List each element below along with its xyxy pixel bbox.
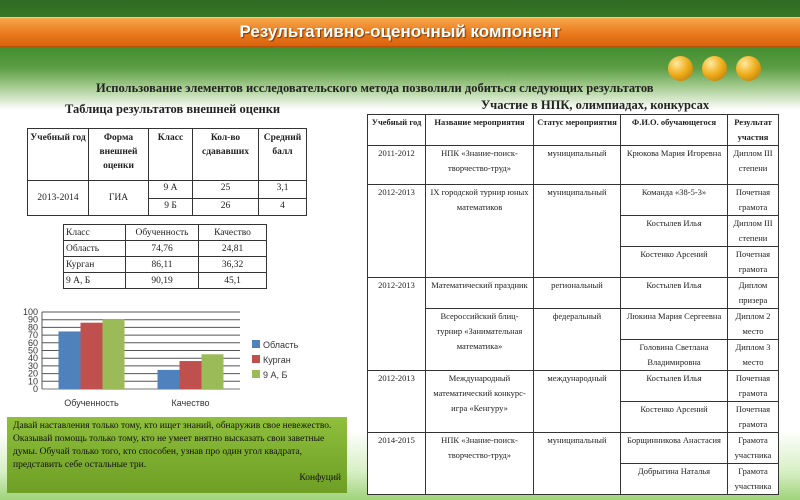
table-row	[368, 371, 779, 402]
title-bar	[0, 17, 800, 47]
competitions-table	[367, 114, 779, 495]
avg-cell: 4	[259, 199, 307, 216]
x-tick-label: Обученность	[64, 398, 119, 408]
table-row	[64, 257, 267, 273]
student-cell: Костылев Илья	[621, 216, 728, 247]
y-tick-label: 20	[27, 368, 38, 379]
header-cell: Обученность	[126, 225, 199, 241]
y-tick-label: 30	[27, 360, 38, 371]
y-tick-label: 70	[27, 330, 38, 341]
table-row	[28, 181, 307, 199]
quote-author: Конфуций	[299, 473, 341, 483]
event-cell: НПК «Знание-поиск-творчество-труд»	[426, 433, 534, 495]
y-tick-label: 50	[27, 345, 38, 356]
left-heading: Таблица результатов внешней оценки	[65, 102, 281, 116]
header-cell: Форма внешней оценки	[89, 129, 149, 181]
result-cell: Диплом призера	[728, 278, 779, 309]
right-heading: Участие в НПК, олимпиадах, конкурсах	[481, 98, 710, 112]
header-cell: Средний балл	[259, 129, 307, 181]
count-cell: 26	[193, 199, 259, 216]
result-cell: Почетная грамота	[728, 247, 779, 278]
year-cell: 2012-2013	[368, 185, 426, 278]
result-cell: Диплом 2 место	[728, 309, 779, 340]
status-cell: международный	[534, 371, 621, 433]
y-tick-label: 10	[27, 376, 38, 387]
table-row	[64, 273, 267, 289]
header-cell: Ф.И.О. обучающегося	[621, 115, 728, 146]
decor-ball-icon	[702, 56, 727, 81]
status-cell: муниципальный	[534, 146, 621, 185]
header-cell: Класс	[149, 129, 193, 181]
result-cell: Диплом 3 место	[728, 340, 779, 371]
header-cell: Учебный год	[368, 115, 426, 146]
bar-1-2	[202, 354, 224, 389]
header-cell: Класс	[64, 225, 126, 241]
event-cell: Математический праздник	[426, 278, 534, 309]
result-cell: Грамота участника	[728, 433, 779, 464]
header-cell: Качество	[199, 225, 267, 241]
y-tick-label: 60	[27, 337, 38, 348]
external-assessment-table	[27, 128, 307, 216]
slide-title: Результативно-оценочный компонент	[239, 22, 561, 41]
header-cell: Кол-во сдававших	[193, 129, 259, 181]
legend-label: Курган	[263, 355, 291, 365]
student-cell: Команда «38-5-3»	[621, 185, 728, 216]
bar-1-1	[180, 361, 202, 389]
table-row	[368, 433, 779, 464]
legend-swatch	[252, 355, 260, 363]
comparison-table	[63, 224, 267, 289]
legend-swatch	[252, 370, 260, 378]
student-cell: Костенко Арсений	[621, 247, 728, 278]
y-tick-label: 100	[22, 307, 38, 317]
cell: Курган	[64, 257, 126, 273]
student-cell: Костенко Арсений	[621, 402, 728, 433]
result-cell: Диплом III степени	[728, 216, 779, 247]
event-cell: Международный математический конкурс-игра «Кенгуру»	[426, 371, 534, 433]
cell: 24,81	[199, 241, 267, 257]
table-row	[64, 241, 267, 257]
bar-1-0	[158, 370, 180, 389]
y-tick-label: 40	[27, 353, 38, 364]
header-cell: Название мероприятия	[426, 115, 534, 146]
table-row	[368, 185, 779, 216]
student-cell: Крюкова Мария Игоревна	[621, 146, 728, 185]
table-row	[368, 309, 779, 340]
legend-label: 9 А, Б	[263, 370, 288, 380]
status-cell: муниципальный	[534, 433, 621, 495]
bar-0-0	[59, 331, 81, 389]
form-cell: ГИА	[89, 181, 149, 216]
cell: 74,76	[126, 241, 199, 257]
student-cell: Борщинникова Анастасия	[621, 433, 728, 464]
subtitle: Использование элементов исследовательского метода позволили добиться следующих результатов	[96, 81, 654, 95]
y-tick-label: 90	[27, 314, 38, 325]
year-cell: 2011-2012	[368, 146, 426, 185]
count-cell: 25	[193, 181, 259, 199]
year-cell: 2012-2013	[368, 371, 426, 433]
table-row	[368, 278, 779, 309]
quote-box	[7, 417, 347, 493]
legend-label: Область	[263, 340, 299, 350]
decor-ball-icon	[668, 56, 693, 81]
table-row	[368, 146, 779, 185]
avg-cell: 3,1	[259, 181, 307, 199]
student-cell: Головина Светлана Владимировна	[621, 340, 728, 371]
class-cell: 9 Б	[149, 199, 193, 216]
quote-text: Давай наставления только тому, кто ищет знаний, обнаружив свое невежество. Оказывай помощь только тому, кто не умеет внятно высказать свои заветные думы. Обучай только того, кто способен, узнав про один угол квадрата, представить себе остальные три.	[13, 421, 332, 470]
bar-chart	[20, 300, 320, 415]
cell: 36,32	[199, 257, 267, 273]
student-cell: Люкина Мария Сергеевна	[621, 309, 728, 340]
y-tick-label: 0	[32, 384, 38, 394]
student-cell: Костылев Илья	[621, 371, 728, 402]
year-cell: 2012-2013	[368, 278, 426, 371]
decor-ball-icon	[736, 56, 761, 81]
result-cell: Диплом III степени	[728, 146, 779, 185]
bar-0-1	[81, 323, 103, 389]
result-cell: Грамота участника	[728, 464, 779, 495]
x-tick-label: Качество	[171, 398, 210, 408]
class-cell: 9 А	[149, 181, 193, 199]
status-cell: муниципальный	[534, 185, 621, 278]
result-cell: Почетная грамота	[728, 402, 779, 433]
event-cell: НПК «Знание-поиск-творчество-труд»	[426, 146, 534, 185]
event-cell: Всероссийский блиц-турнир «Занимательная математика»	[426, 309, 534, 371]
year-cell: 2014-2015	[368, 433, 426, 495]
year-cell: 2013-2014	[28, 181, 89, 216]
cell: 45,1	[199, 273, 267, 289]
result-cell: Почетная грамота	[728, 371, 779, 402]
result-cell: Почетная грамота	[728, 185, 779, 216]
cell: 90,19	[126, 273, 199, 289]
student-cell: Добрыгина Наталья	[621, 464, 728, 495]
cell: 86,11	[126, 257, 199, 273]
header-cell: Статус мероприятия	[534, 115, 621, 146]
cell: 9 А, Б	[64, 273, 126, 289]
status-cell: региональный	[534, 278, 621, 309]
event-cell: IX городской турнир юных математиков	[426, 185, 534, 278]
cell: Область	[64, 241, 126, 257]
bar-0-2	[103, 320, 125, 389]
header-cell: Результат участия	[728, 115, 779, 146]
y-tick-label: 80	[27, 322, 38, 333]
legend-swatch	[252, 340, 260, 348]
status-cell: федеральный	[534, 309, 621, 371]
student-cell: Костылев Илья	[621, 278, 728, 309]
header-cell: Учебный год	[28, 129, 89, 181]
